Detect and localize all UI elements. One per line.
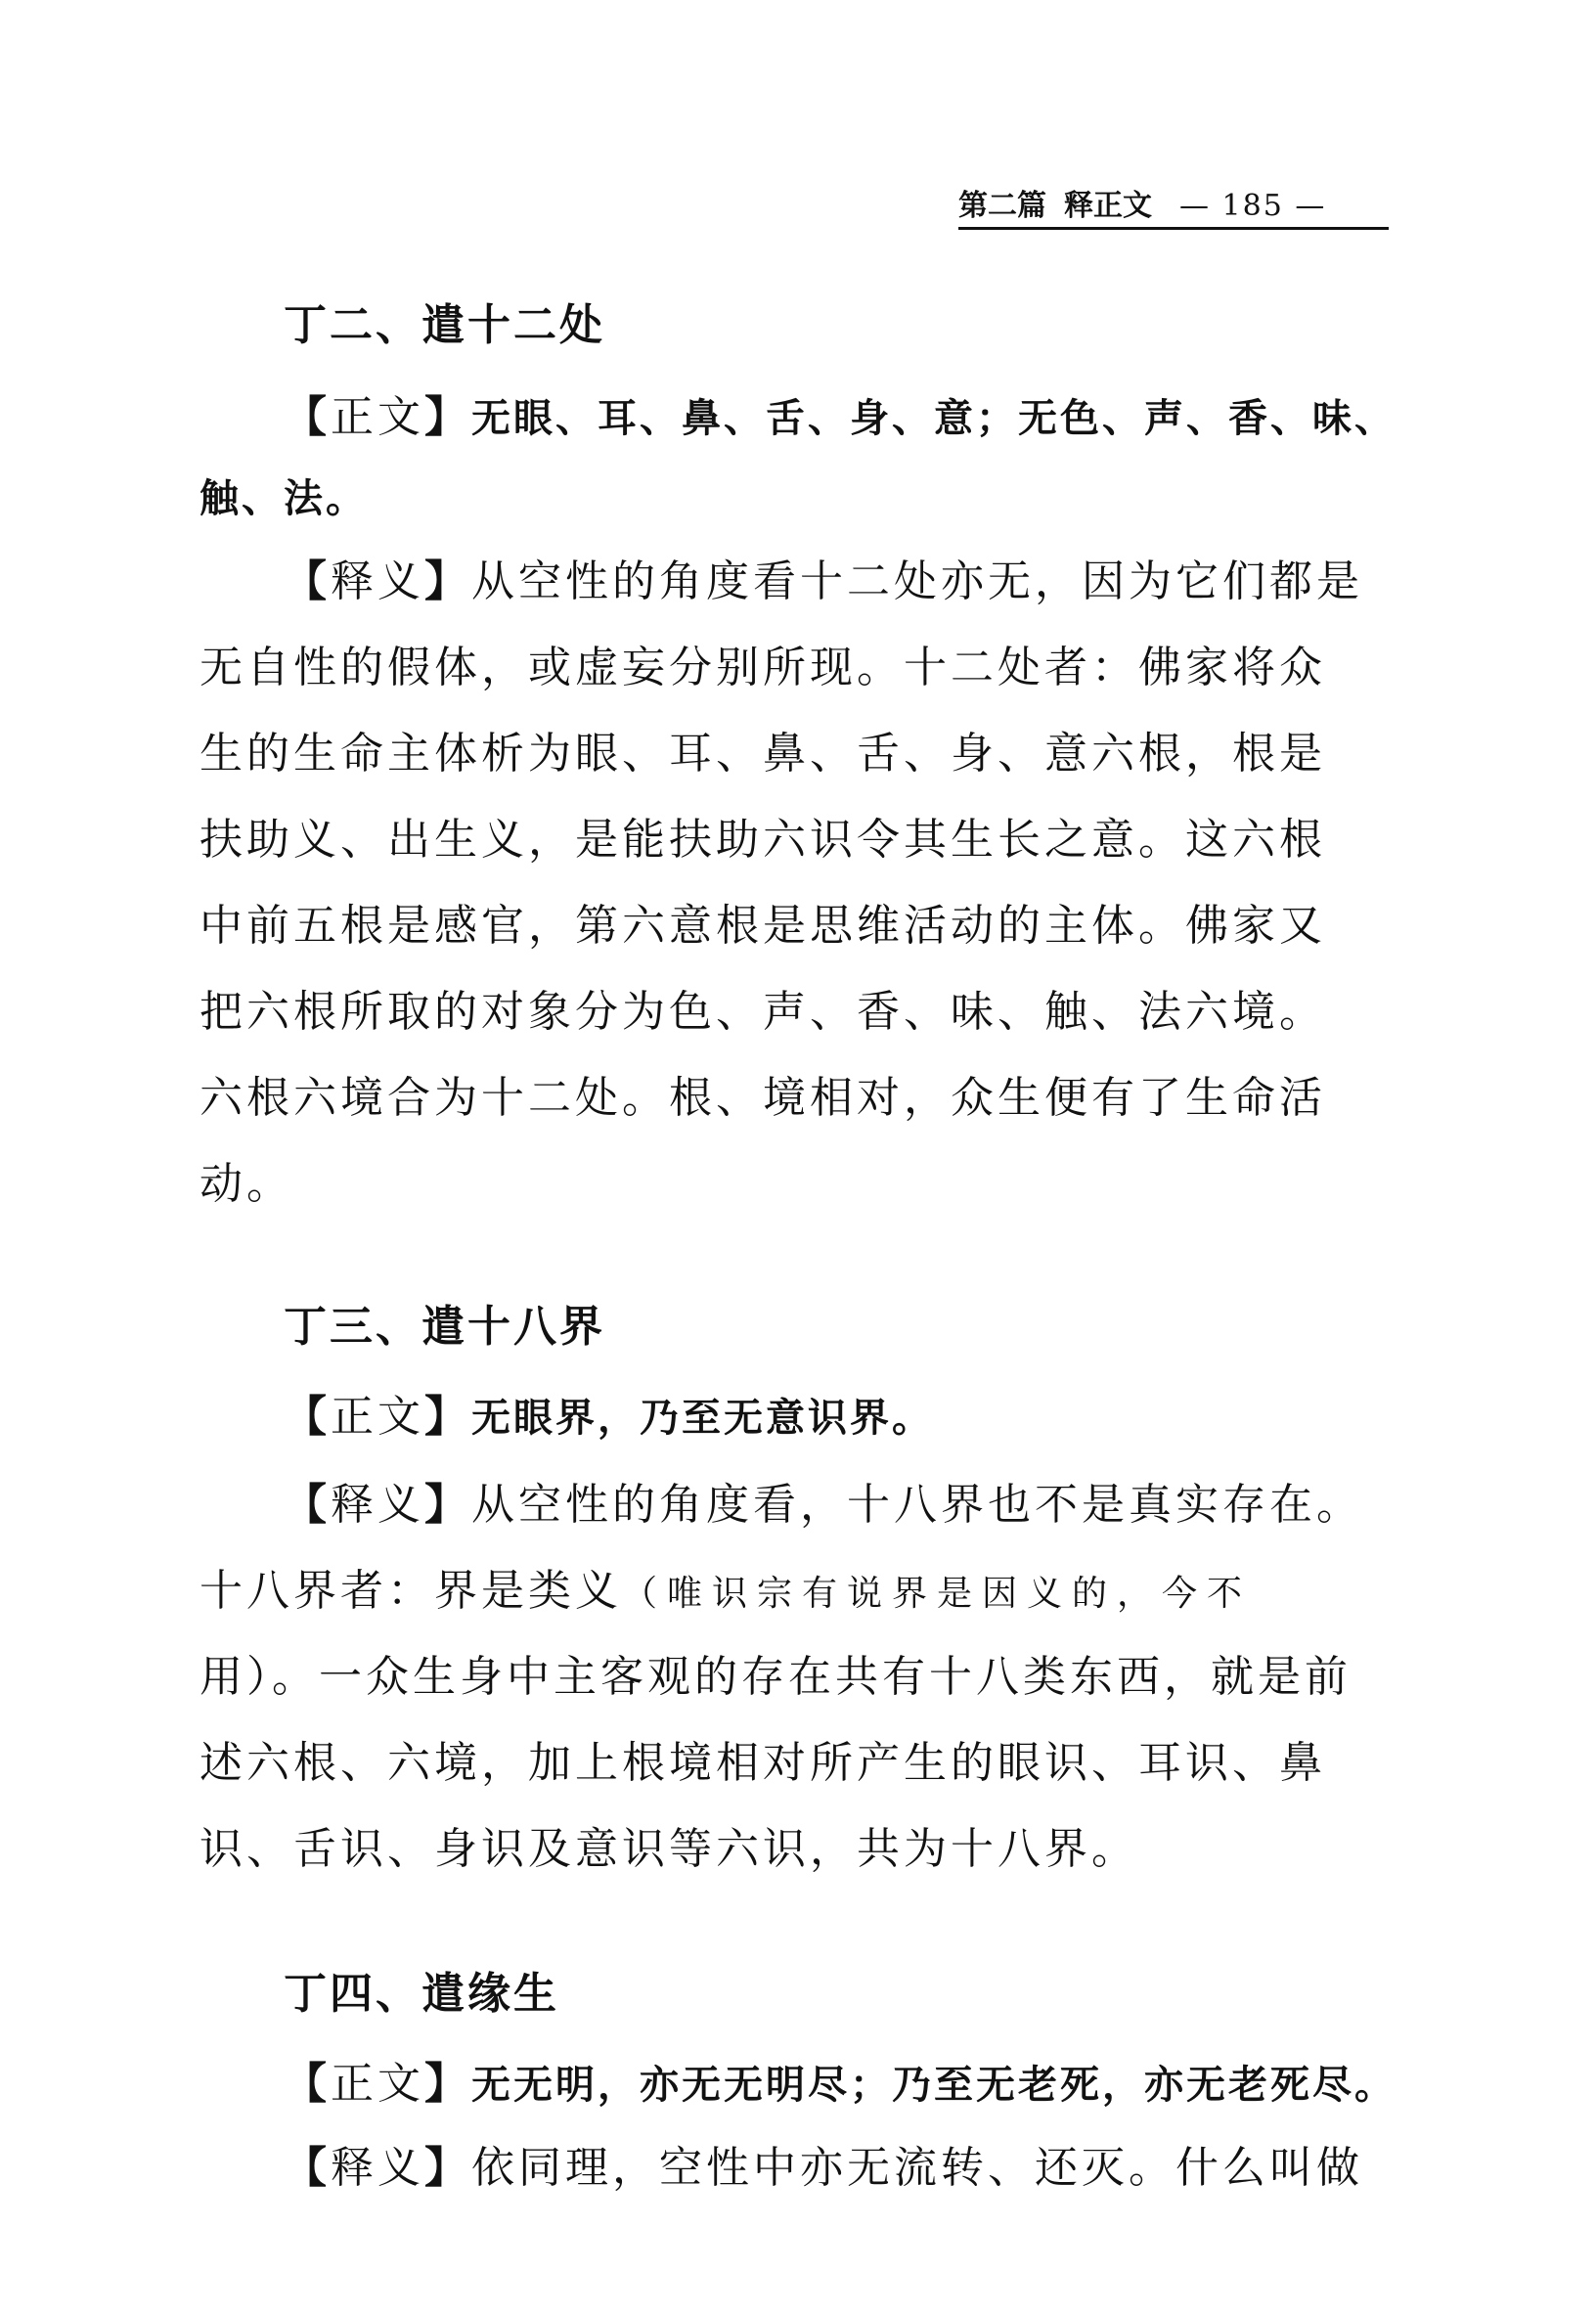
body-line: 十八界者：界是类义（唯识宗有说界是因义的，今不 — [200, 1566, 1253, 1616]
zhengwen-tag: 【正文】 — [284, 2059, 471, 2109]
section-heading: 丁二、遣十二处 — [284, 300, 605, 350]
zhengwen-tag: 【正文】 — [284, 1392, 471, 1442]
page-number: — 185 — — [1179, 189, 1327, 223]
body-line: 扶助义、出生义，是能扶助六识令其生长之意。这六根 — [200, 815, 1326, 865]
body-line: 生的生命主体析为眼、耳、鼻、舌、身、意六根，根是 — [200, 729, 1326, 779]
shiyi-tag: 【释义】 — [284, 557, 471, 606]
body-line: 用）。一众生身中主客观的存在共有十八类东西，就是前 — [200, 1652, 1352, 1702]
shiyi-line: 【释义】从空性的角度看十二处亦无，因为它们都是 — [284, 557, 1363, 606]
zhengwen-tag: 【正文】 — [284, 392, 471, 442]
body-line: 识、舌识、身识及意识等六识，共为十八界。 — [200, 1824, 1138, 1874]
zhengwen-line: 【正文】无眼、耳、鼻、舌、身、意；无色、声、香、味、 — [284, 392, 1396, 442]
body-line: 六根六境合为十二处。根、境相对，众生便有了生命活 — [200, 1073, 1326, 1123]
body-line: 动。 — [200, 1159, 293, 1209]
body-line: 述六根、六境，加上根境相对所产生的眼识、耳识、鼻 — [200, 1738, 1326, 1788]
zhengwen-line: 【正文】无无明，亦无无明尽；乃至无老死，亦无老死尽。 — [284, 2059, 1396, 2109]
running-header — [958, 186, 1389, 230]
section-heading: 丁四、遣缘生 — [284, 1969, 559, 2019]
shiyi-line: 【释义】从空性的角度看，十八界也不是真实存在。 — [284, 1480, 1363, 1530]
zhengwen-line: 触、法。 — [200, 476, 368, 521]
shiyi-line: 【释义】依同理，空性中亦无流转、还灭。什么叫做 — [284, 2143, 1363, 2193]
section-heading: 丁三、遣十八界 — [284, 1302, 605, 1352]
body-line: 无自性的假体，或虚妄分别所现。十二处者：佛家将众 — [200, 643, 1326, 692]
body-line: 中前五根是感官，第六意根是思维活动的主体。佛家又 — [200, 901, 1326, 951]
body-line: 把六根所取的对象分为色、声、香、味、触、法六境。 — [200, 987, 1326, 1037]
parenthetical-note: （唯识宗有说界是因义的，今不 — [622, 1574, 1253, 1614]
shiyi-tag: 【释义】 — [284, 1480, 471, 1530]
shiyi-tag: 【释义】 — [284, 2143, 471, 2193]
header-part: 第二篇 — [958, 189, 1046, 223]
header-chapter: 释正文 — [1064, 189, 1152, 223]
zhengwen-line: 【正文】无眼界，乃至无意识界。 — [284, 1392, 934, 1442]
